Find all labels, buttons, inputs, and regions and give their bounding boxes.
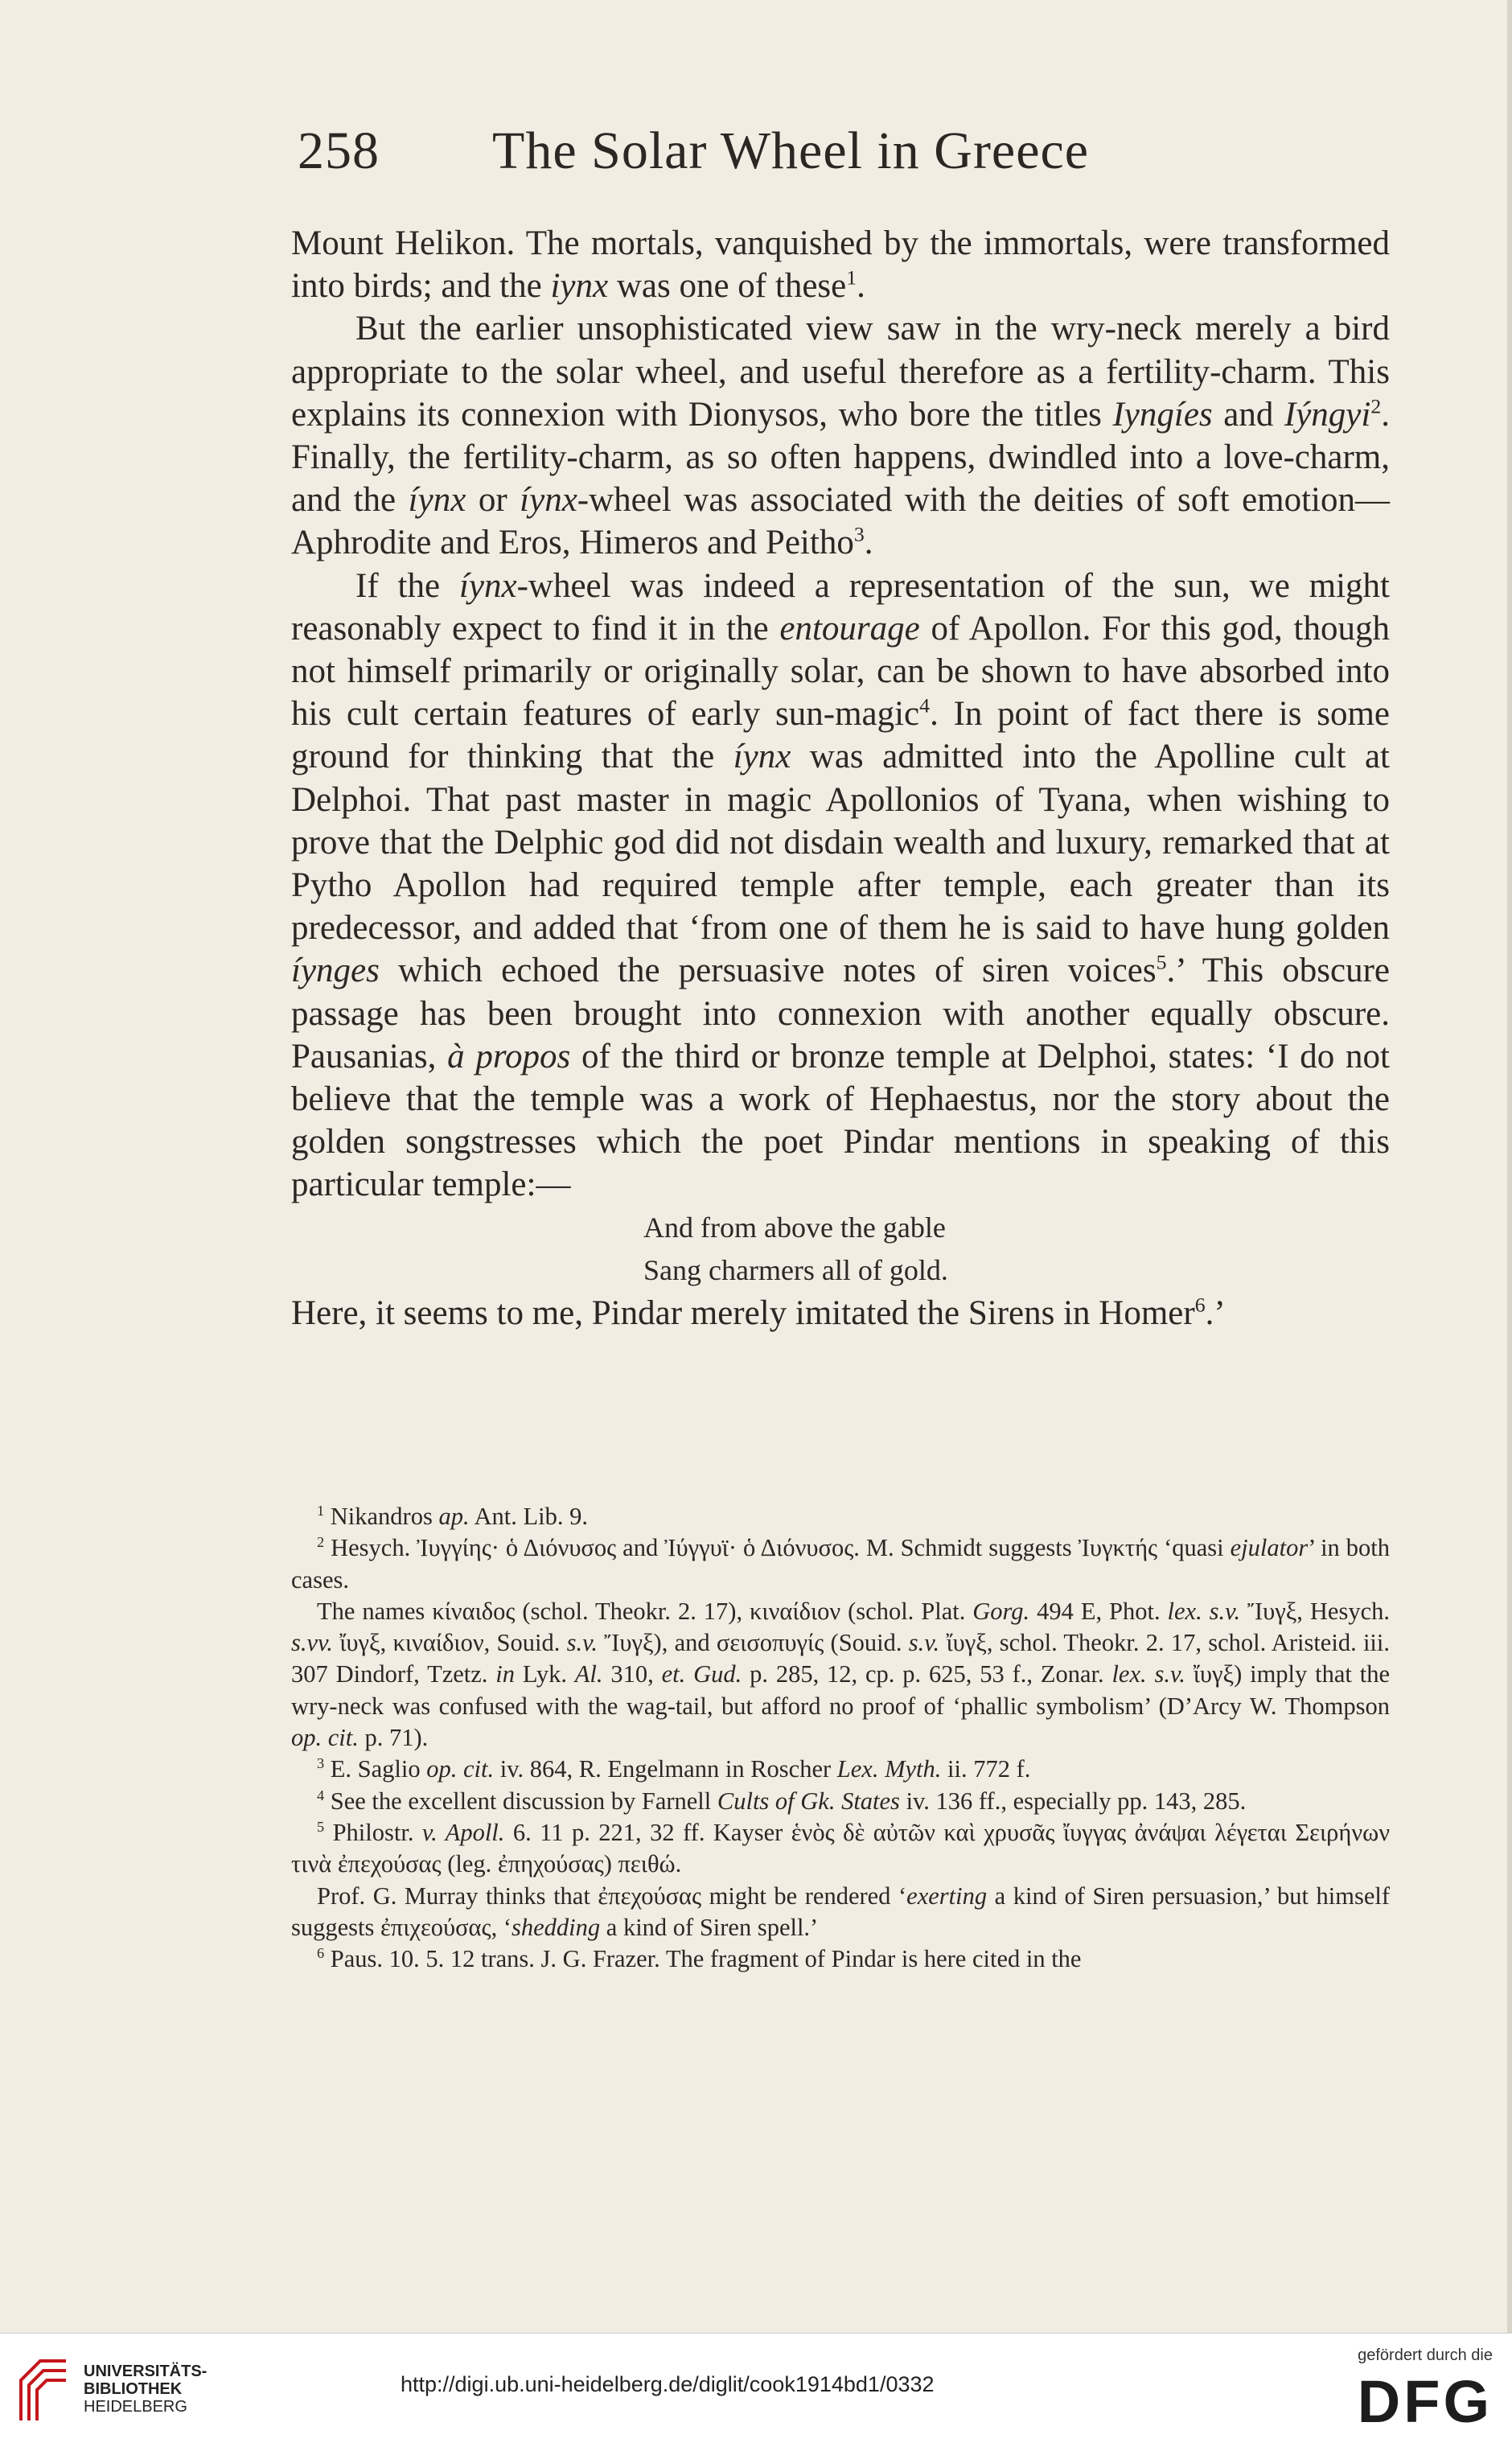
paragraph-1: Mount Helikon. The mortals, vanquished by the immortals, were transformed into birds; and the iynx was one of these$^1$. xyxy=(291,224,1390,306)
dfg-logo[interactable] xyxy=(1332,2346,1493,2435)
footnote-5: $^5$ Philostr. v. Apoll. 6. 11 p. 221, 32 ff. Kayser ἑνὸς δὲ αὐτῶν καὶ χρυσᾶς ἴυγγας ἀνάψαι λέγεται Σειρήνων τινὰ ἐπεχούσας (leg. ἐπηχούσας) πειθώ. xyxy=(291,1818,1390,1878)
dfg-wordmark: DFG xyxy=(1357,2368,1493,2435)
footnote-5-continued: Prof. G. Murray thinks that ἐπεχούσας might be rendered ‘exerting a kind of Siren persuasion,’ but himself suggests ἐπιχεούσας, ‘shedding a kind of Siren spell.’ xyxy=(291,1882,1390,1941)
footnote-ref-3[interactable]: 3 xyxy=(853,523,865,547)
running-title: The Solar Wheel in Greece xyxy=(492,121,1090,180)
footnote-4: $^4$ See the excellent discussion by Farnell Cults of Gk. States iv. 136 ff., especially pp. 143, 285. xyxy=(317,1787,1247,1815)
footnote-ref-2[interactable]: 2 xyxy=(1370,394,1382,418)
paragraph-3: If the íynx-wheel was indeed a representation of the sun, we might reasonably expect to find it in the entourage of Apollon. For this god, though not himself primarily or originally solar, can be shown to have absorbed into his cult certain features of early sun-magic$^4$. In point of fact there is some ground for thinking that the íynx was admitted into the Apolline cult at Delphoi. That past master in magic Apollonios of Tyana, when wishing to prove that the Delphic god did not disdain wealth and luxury, remarked that at Pytho Apollon had required temple after temple, each greater than its predecessor, and added that ‘from one of them he is said to have hung golden íynges which echoed the persuasive notes of siren voices$^5$.’ This obscure passage has been brought into connexion with another equally obscure. Pausanias, à propos of the third or bronze temple at Delphoi, states: ‘I do not believe that the temple was a work of Hephaestus, nor the story about the golden songstresses which the poet Pindar mentions in speaking of this particular temple:— xyxy=(291,566,1391,1204)
footnote-2-continued: The names κίναιδος (schol. Theokr. 2. 17), κιναίδιον (schol. Plat. Gorg. 494 E, Phot. lex. s.v. Ἴυγξ, Hesych. s.vv. ἴυγξ, κιναίδιον, Souid. s.v. Ἴυγξ), and σεισοπυγίς (Souid. s.v. ἴυγξ, schol. Theokr. 2. 17, schol. Aristeid. iii. 307 Dindorf, Tzetz. in Lyk. Al. 310, et. Gud. p. 285, 12, cp. p. 625, 53 f., Zonar. lex. s.v. ἴυγξ) imply that the wry-neck was confused with the wag-tail, but afford no proof of ‘phallic symbolism’ (D’Arcy W. Thompson op. cit. p. 71). xyxy=(291,1597,1390,1752)
library-logo[interactable] xyxy=(16,2351,207,2428)
footnote-ref-5[interactable]: 5 xyxy=(1156,951,1167,975)
footnote-ref-1[interactable]: 1 xyxy=(846,265,857,290)
footnote-ref-6[interactable]: 6 xyxy=(1194,1293,1206,1317)
footnote-ref-4[interactable]: 4 xyxy=(919,693,931,718)
pindar-quotation xyxy=(291,1207,1390,1292)
viewer-footer xyxy=(0,2333,1512,2447)
funding-caption: gefördert durch die xyxy=(1358,2346,1493,2364)
permalink-url[interactable]: http://digi.ub.uni-heidelberg.de/diglit/cook1914bd1/0332 xyxy=(401,2372,935,2396)
page-edge xyxy=(1507,0,1512,2333)
running-header xyxy=(291,121,1385,193)
paragraph-2: But the earlier unsophisticated view saw in the wry-neck merely a bird appropriate to the solar wheel, and useful therefore as a fertility-charm. This explains its connexion with Dionysos, who bore the titles Iyngíes and Iýngyi$^2$. Finally, the fertility-charm, as so often happens, dwindled into a love-charm, and the íynx or íynx-wheel was associated with the deities of soft emotion—Aphrodite and Eros, Himeros and Peitho$^3$. xyxy=(291,310,1390,562)
library-mark-icon xyxy=(16,2356,71,2422)
verse-line-1: And from above the gable xyxy=(643,1211,946,1244)
page-number: 258 xyxy=(298,121,380,180)
footnote-6: $^6$ Paus. 10. 5. 12 trans. J. G. Frazer. The fragment of Pindar is here cited in the xyxy=(317,1945,1082,1973)
footnote-1: $^1$ Nikandros ap. Ant. Lib. 9. xyxy=(317,1502,589,1530)
footnote-3: $^3$ E. Saglio op. cit. iv. 864, R. Engelmann in Roscher Lex. Myth. ii. 772 f. xyxy=(317,1755,1031,1783)
library-name: UNIVERSITÄTS- BIBLIOTHEK HEIDELBERG xyxy=(84,2363,207,2416)
verse-line-2: Sang charmers all of gold. xyxy=(643,1253,948,1286)
paragraph-4: Here, it seems to me, Pindar merely imitated the Sirens in Homer$^6$.’ xyxy=(291,1293,1226,1332)
footnote-2: $^2$ Hesych. Ἰυγγίης· ὁ Διόνυσος and Ἰύγγυϊ· ὁ Διόνυσος. M. Schmidt suggests Ἰυγκτής ‘quasi ejulator’ in both cases. xyxy=(291,1534,1390,1594)
main-text xyxy=(291,222,1390,1335)
footnotes xyxy=(291,1501,1390,1975)
